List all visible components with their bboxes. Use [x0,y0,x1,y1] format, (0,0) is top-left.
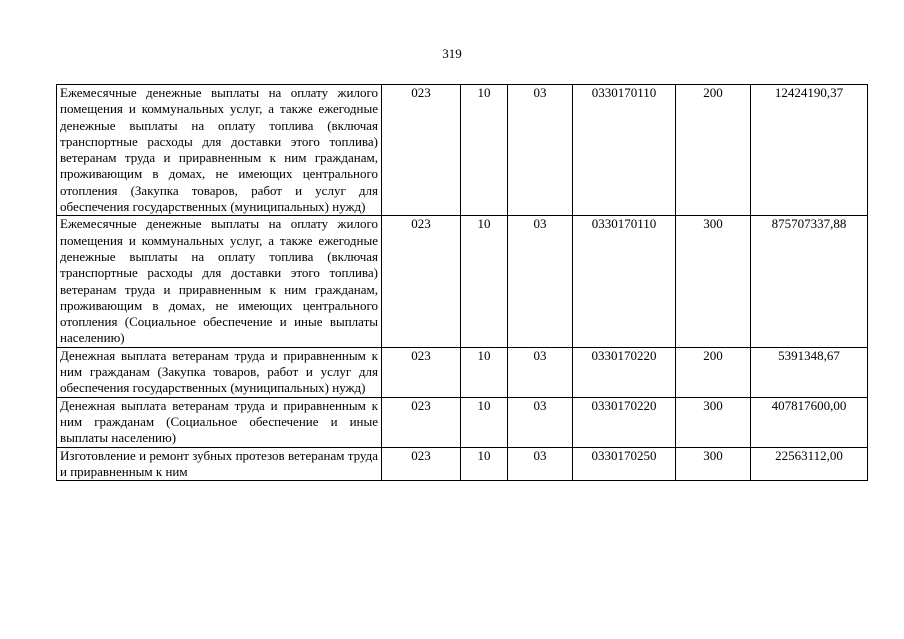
expense-type-code: 300 [676,447,751,480]
ministry-code: 023 [382,397,461,447]
amount: 5391348,67 [751,347,868,397]
ministry-code: 023 [382,216,461,347]
subsection-code: 03 [508,216,573,347]
section-code: 10 [461,216,508,347]
amount: 12424190,37 [751,85,868,216]
ministry-code: 023 [382,447,461,480]
section-code: 10 [461,347,508,397]
table-row [57,447,868,480]
subsection-code: 03 [508,347,573,397]
section-code: 10 [461,397,508,447]
ministry-code: 023 [382,85,461,216]
amount: 407817600,00 [751,397,868,447]
target-article-code: 0330170110 [573,216,676,347]
budget-table [56,84,868,481]
table-row [57,347,868,397]
section-code: 10 [461,85,508,216]
table-row [57,216,868,347]
table-row [57,85,868,216]
ministry-code: 023 [382,347,461,397]
subsection-code: 03 [508,447,573,480]
expense-type-code: 300 [676,216,751,347]
expense-type-code: 200 [676,347,751,397]
subsection-code: 03 [508,85,573,216]
row-description: Денежная выплата ветеранам труда и приравненным к ним гражданам (Закупка товаров, работ и услуг для обеспечения государственных (муниципальных) нужд) [57,347,382,397]
amount: 22563112,00 [751,447,868,480]
row-description: Денежная выплата ветеранам труда и приравненным к ним гражданам (Социальное обеспечение и иные выплаты населению) [57,397,382,447]
target-article-code: 0330170250 [573,447,676,480]
row-description: Изготовление и ремонт зубных протезов ветеранам труда и приравненным к ним [57,447,382,480]
table-row [57,397,868,447]
expense-type-code: 300 [676,397,751,447]
expense-type-code: 200 [676,85,751,216]
target-article-code: 0330170220 [573,347,676,397]
row-description: Ежемесячные денежные выплаты на оплату жилого помещения и коммунальных услуг, а также ежегодные денежные выплаты на оплату топлива (включая транспортные расходы для доставки этого топлива) ветеранам труда и приравненным к ним гражданам, проживающим в домах, не имеющих центрального отопления (Закупка товаров, работ и услуг для обеспечения государственных (муниципальных) нужд) [57,85,382,216]
target-article-code: 0330170220 [573,397,676,447]
target-article-code: 0330170110 [573,85,676,216]
section-code: 10 [461,447,508,480]
amount: 875707337,88 [751,216,868,347]
row-description: Ежемесячные денежные выплаты на оплату жилого помещения и коммунальных услуг, а также ежегодные денежные выплаты на оплату топлива (включая транспортные расходы для доставки этого топлива) ветеранам труда и приравненным к ним гражданам, проживающим в домах, не имеющих центрального отопления (Социальное обеспечение и иные выплаты населению) [57,216,382,347]
page-number: 319 [442,46,462,61]
subsection-code: 03 [508,397,573,447]
